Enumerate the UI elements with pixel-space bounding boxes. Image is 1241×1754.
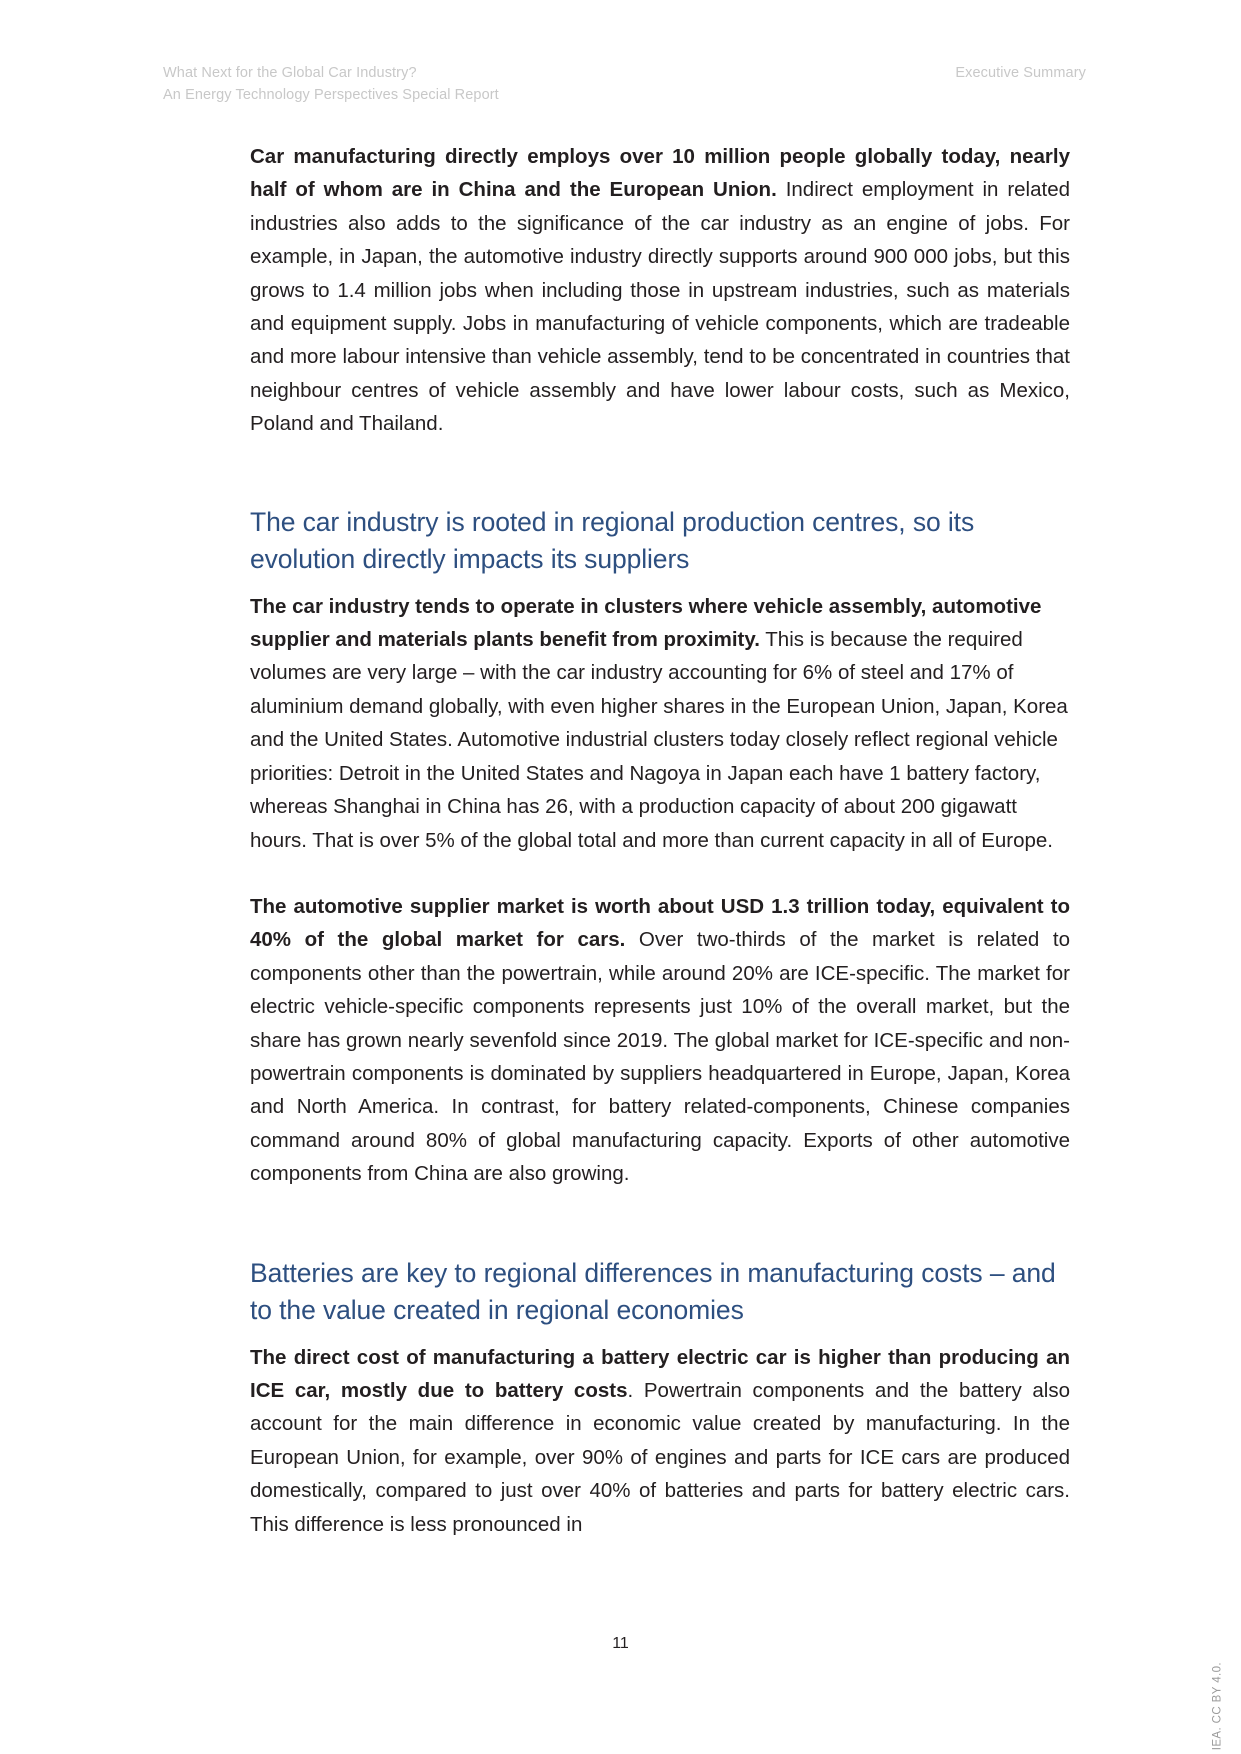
paragraph-clusters-rest: This is because the required volumes are very large – with the car industry accounting for 6% of steel and 17% of aluminium demand globally, with even higher shares in the European Union, Japan, Korea and the United States. Automotive industrial clusters today closely reflect regional vehicle priorities: Detroit in the United States and Nagoya in Japan each have 1 battery factory, whereas Shanghai in China has 26, with a production capacity of about 200 gigawatt hours. That is over 5% of the global total and more than current capacity in all of Europe. (250, 628, 1068, 852)
running-header-title-line2: An Energy Technology Perspectives Special Report (163, 87, 499, 104)
paragraph-supplier-market-lead: The automotive supplier market is worth about USD 1.3 trillion today, equivalent to 40% of the global market for cars. (250, 894, 1070, 952)
paragraph-employment (250, 140, 1070, 441)
paragraph-supplier-market (250, 890, 1070, 1191)
paragraph-battery-cost-lead: The direct cost of manufacturing a battery electric car is higher than producing an ICE car, mostly due to battery costs (250, 1345, 1070, 1402)
paragraph-clusters (250, 590, 1070, 857)
copyright-credit: IEA. CC BY 4.0. (1211, 1662, 1223, 1751)
running-header (163, 62, 1086, 107)
spacer (250, 1191, 1070, 1255)
running-header-title (163, 62, 499, 107)
paragraph-battery-cost-rest: . Powertrain components and the battery also account for the main difference in economic value created by manufacturing. In the European Union, for example, over 90% of engines and parts for ICE cars are produced domestically, compared to just over 40% of batteries and parts for battery electric cars. This difference is less pronounced in (250, 1378, 1070, 1536)
paragraph-employment-rest: Indirect employment in related industries also adds to the significance of the car industry as an engine of jobs. For example, in Japan, the automotive industry directly supports around 900 000 jobs, but this grows to 1.4 million jobs when including those in upstream industries, such as materials and equipment supply. Jobs in manufacturing of vehicle components, which are tradeable and more labour intensive than vehicle assembly, tend to be concentrated in countries that neighbour centres of vehicle assembly and have lower labour costs, such as Mexico, Poland and Thailand. (250, 178, 1070, 436)
paragraph-employment-lead: Car manufacturing directly employs over 10 million people globally today, nearly half of whom are in China and the European Union. (250, 145, 1070, 202)
heading-regional-production: The car industry is rooted in regional production centres, so its evolution directly impacts its suppliers (250, 506, 975, 574)
paragraph-clusters-lead: The car industry tends to operate in clusters where vehicle assembly, automotive supplier and materials plants benefit from proximity. (250, 594, 1042, 652)
paragraph-supplier-market-rest: Over two-thirds of the market is related to components other than the powertrain, while around 20% are ICE-specific. The market for electric vehicle-specific components represents just 10% of the overall market, but the share has grown nearly sevenfold since 2019. The global market for ICE-specific and non-powertrain components is dominated by suppliers headquartered in Europe, Japan, Korea and North America. In contrast, for battery related-components, Chinese companies command around 80% of global manufacturing capacity. Exports of other automotive components from China are also growing. (250, 928, 1070, 1186)
page-content (250, 140, 1070, 1541)
paragraph-battery-cost (250, 1341, 1070, 1541)
spacer (250, 857, 1070, 890)
spacer (250, 1329, 1070, 1341)
running-header-section: Executive Summary (955, 65, 1086, 81)
running-header-title-line1: What Next for the Global Car Industry? (163, 65, 417, 81)
spacer (250, 441, 1070, 504)
spacer (250, 578, 1070, 590)
heading-batteries: Batteries are key to regional differences in manufacturing costs – and to the value created in regional economies (250, 1257, 1056, 1325)
page-number: 11 (612, 1635, 629, 1652)
